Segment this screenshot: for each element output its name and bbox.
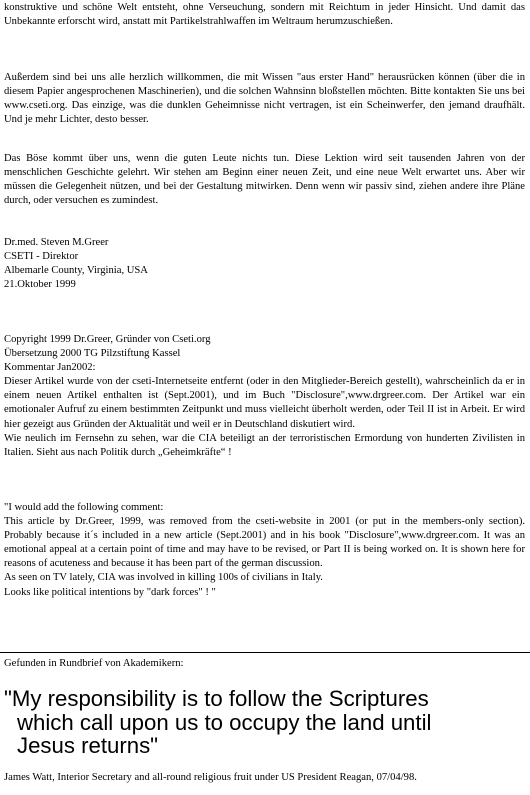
english-comment-block — [4, 501, 525, 600]
english-tv-note: As seen on TV lately, CIA was involved in killing 100s of civilians in Italy. — [4, 572, 323, 584]
article-paragraph-3: Das Böse kommt über uns, wenn die guten Leute nichts tun. Diese Lektion wird seit tausenden Jahren von der menschlichen Geschichte gelehrt. Wir stehen am Beginn einer neuen Zeit, und eine neue Welt erwartet uns. Aber wir müssen die Gelegenheit nützen, und bei der Gestaltung mitwirken. Denn wenn wir passiv sind, ziehen andere ihre Pläne durch, oder versuchen es zumindest. — [4, 153, 525, 207]
horizontal-divider — [0, 652, 530, 653]
signature-name: Dr.med. Steven M.Greer — [4, 237, 109, 248]
translation-line: Übersetzung 2000 TG Pilzstiftung Kassel — [4, 348, 181, 360]
quote-line-3: Jesus returns" — [17, 733, 159, 758]
signature-role: CSETI - Direktor — [4, 251, 79, 263]
signature-location: Albemarle County, Virginia, USA — [4, 265, 148, 277]
signature-block — [4, 236, 525, 292]
article-paragraph-2: Außerdem sind bei uns alle herzlich willkommen, die mit Wissen "aus erster Hand" herausrücken können (über die in diesem Papier angesprochenen Maschinerien), und die solchen Wahnsinn bloßstellen möchten. Bitte kontakten Sie uns bei www.cseti.org. Das einzige, was die dunklen Geheimnisse nicht vertragen, ist ein Scheinwerfer, den jemand draufhält. Und je mehr Lichter, desto besser. — [4, 72, 525, 126]
comment-heading: Kommentar Jan2002: — [4, 362, 96, 374]
signature-date: 21.Oktober 1999 — [4, 279, 76, 291]
quote-line-2: which call upon us to occupy the land until — [17, 709, 432, 735]
quote-attribution: James Watt, Interior Secretary and all-round religious fruit under US President Reagan, 07/04/98. — [4, 772, 417, 783]
english-comment-body: This article by Dr.Greer, 1999, was removed from the cseti-website in 2001 (or put in the members-only section). Probably because it´s included in a new article (Sept.2001) and in his book "Disclosure",www.drgreer.com. It was an emotional appeal at a certain point of time and may have to be revised, or Part II is being worked on. It is shown here for reasons of acuteness and because it has been part of the german discussion. — [4, 516, 525, 570]
credits-block — [4, 333, 525, 460]
english-closing: Looks like political intentions by "dark forces" ! " — [4, 586, 216, 598]
found-label: Gefunden in Rundbrief von Akademikern: — [4, 658, 184, 669]
article-paragraph-1: konstruktive und schöne Welt entsteht, ohne Verseuchung, sondern mit Reichtum in jeder Hinsicht. Und damit das Unbekannte erforscht wird, anstatt mit Partikelstrahlwaffen im Weltraum herumzuschießen. — [4, 2, 525, 28]
comment-german: Dieser Artikel wurde von der cseti-Internetseite entfernt (oder in den Mitglieder-Bereich gestellt), wahrscheinlich da er in einem neuen Artikel enthalten ist (Sept.2001), und im Buch "Disclosure",www.drgreer.com. Der Artikel war ein emotionaler Aufruf zu einem bestimmten Zeitpunkt und muss vielleicht überholt werden, oder Teil II ist in Arbeit. Er wird hier gezeigt aus Gründen der Aktualität und weil er in Deutschland diskutiert wird. — [4, 376, 525, 430]
english-comment-intro: "I would add the following comment: — [4, 502, 164, 513]
copyright-line: Copyright 1999 Dr.Greer, Gründer von Cseti.org — [4, 334, 211, 345]
tv-note-german: Wie neulich im Fernsehn zu sehen, war die CIA beteiligt an der terroristischen Ermordung von hunderten Zivilisten in Italien. Sieht aus nach Politik durch „Geheimkräfte“ ! — [4, 432, 525, 458]
quote-line-1: "My responsibility is to follow the Scriptures — [4, 686, 429, 711]
scripture-quote — [4, 687, 526, 758]
